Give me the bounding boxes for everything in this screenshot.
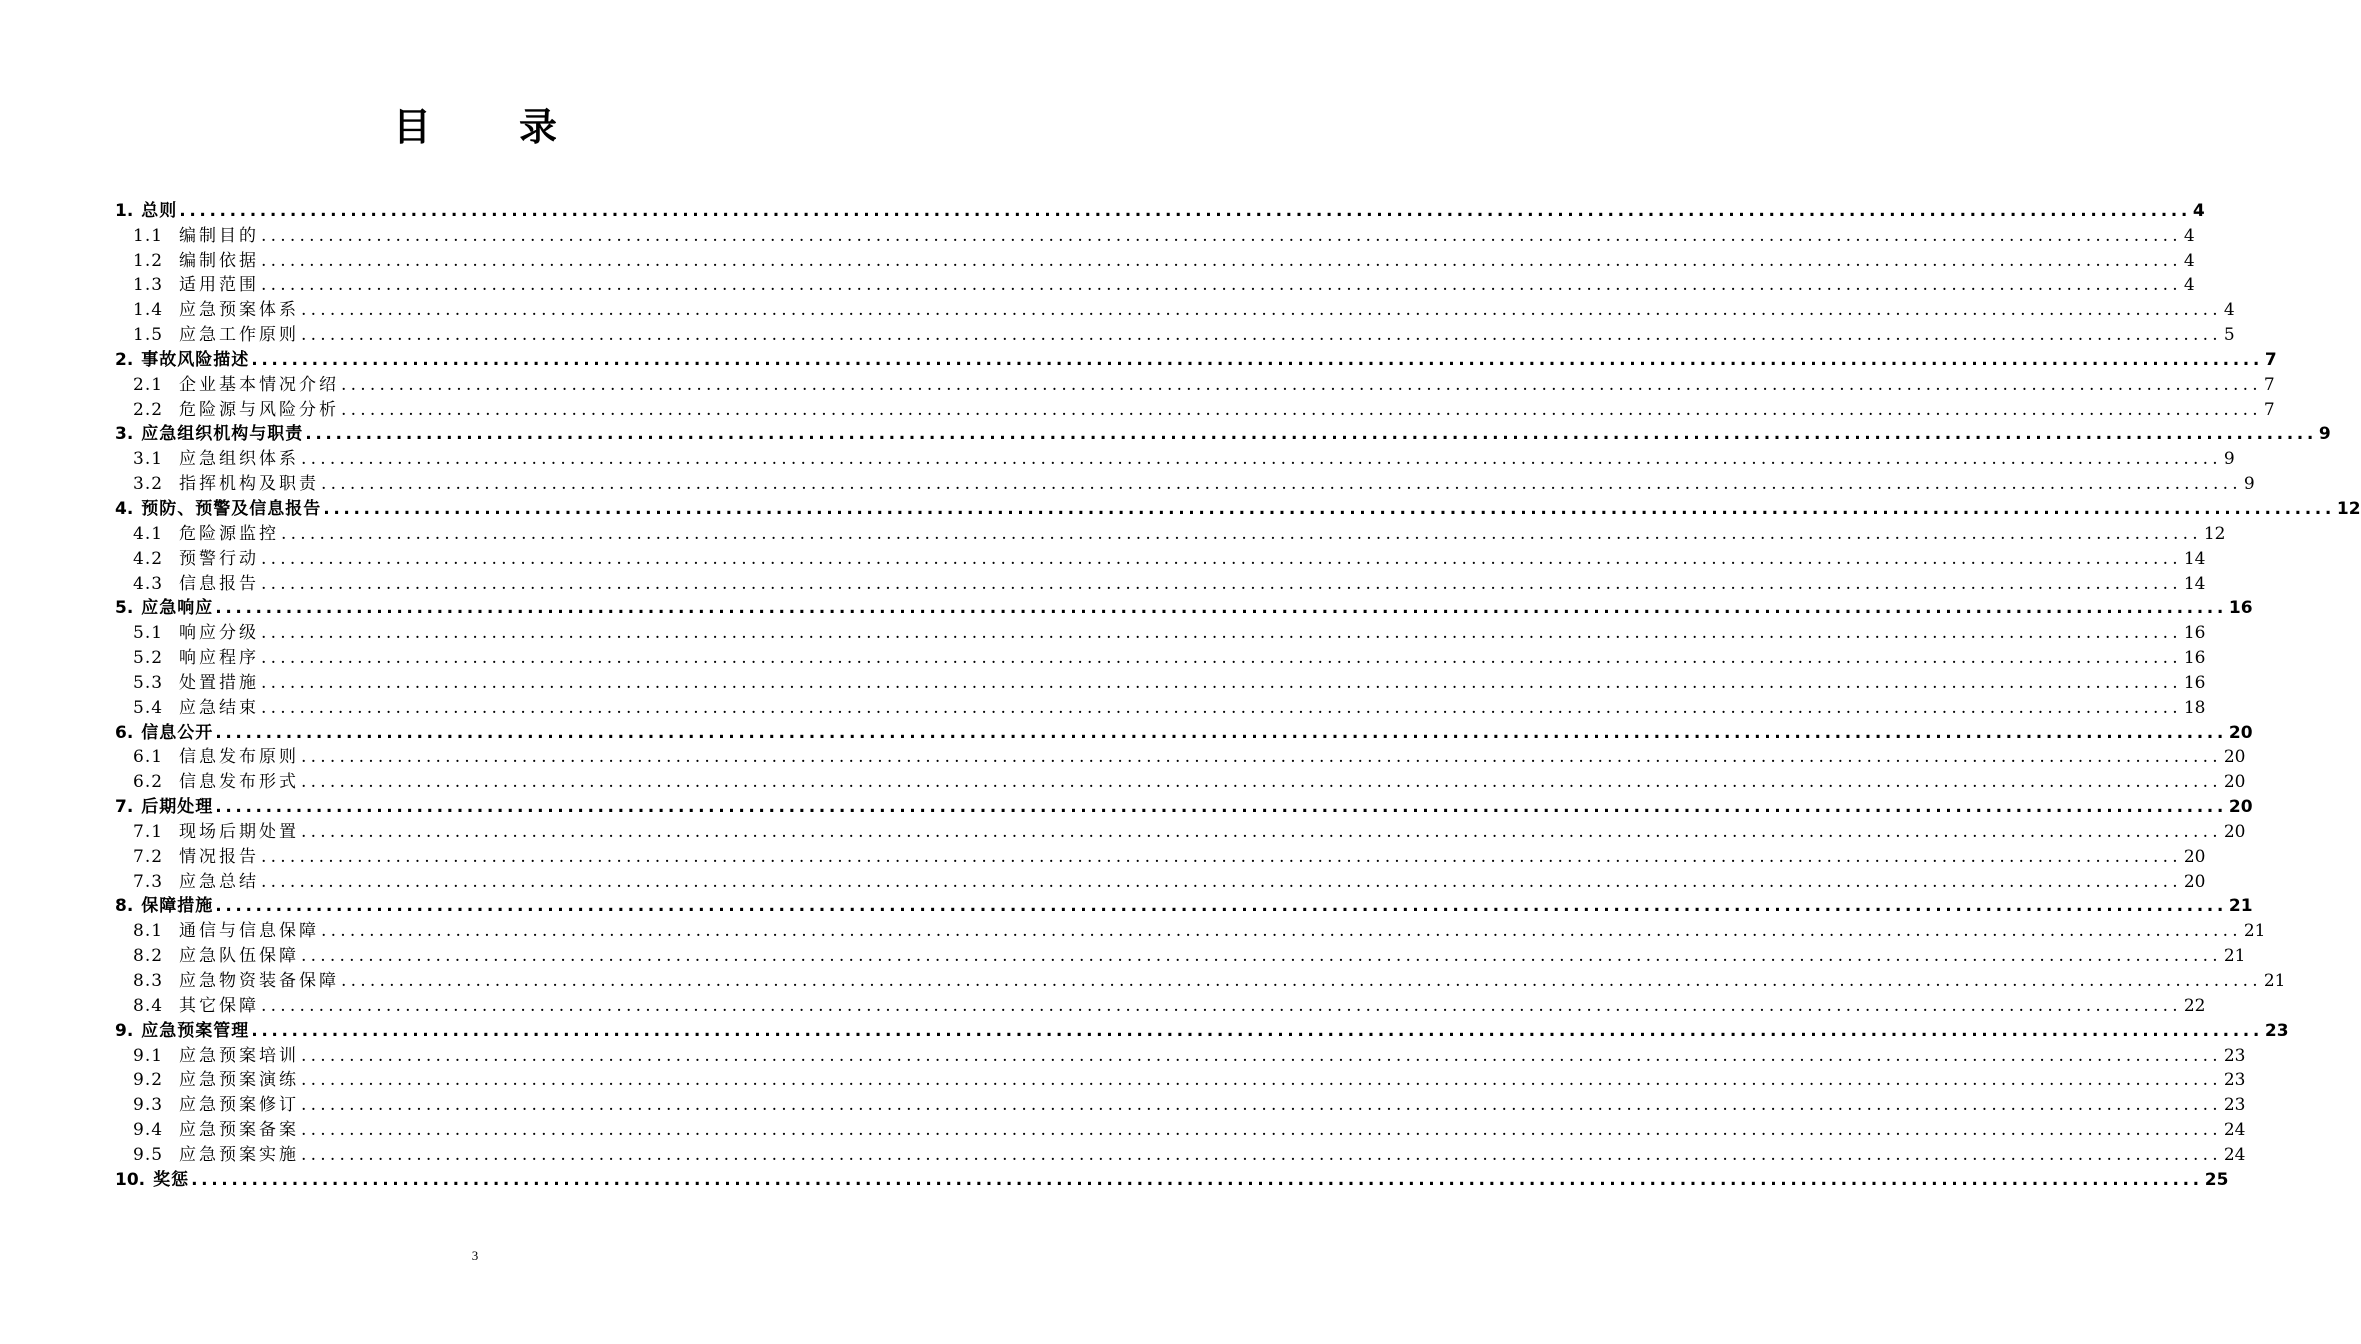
toc-entry-section[interactable] [115,295,2235,321]
toc-dot-leader: ........................................................................................................................................................................................................ [261,275,2182,296]
toc-entry-number: 4.1 [133,523,164,544]
toc-dot-leader: ........................................................................................................................................................................................................ [301,747,2222,768]
toc-dot-leader: ........................................................................................................................................................................................................ [301,449,2222,470]
toc-entry-chapter[interactable] [115,196,2205,221]
toc-dot-leader: ........................................................................................................................................................................................................ [215,896,2227,917]
toc-entry-title: 应急响应 [141,598,214,619]
toc-entry-page: 21 [2228,896,2253,917]
toc-entry-number: 7.3 [133,871,164,892]
toc-entry-chapter[interactable] [115,345,2277,370]
toc-entry-number: 9.4 [133,1120,164,1141]
toc-entry-title: 危险源监控 [179,523,280,544]
toc-entry-title: 危险源与风险分析 [179,399,340,420]
toc-entry-title: 信息发布形式 [179,772,300,793]
toc-entry-title: 响应程序 [179,648,260,669]
toc-dot-leader: ........................................................................................................................................................................................................ [251,349,2263,370]
toc-entry-number: 2.1 [133,374,164,395]
toc-entry-number: 5.4 [133,697,164,718]
toc-entry-number: 5.3 [133,672,164,693]
toc-entry-page: 21 [2243,921,2266,942]
toc-entry-title: 响应分级 [179,623,260,644]
toc-entry-section[interactable] [115,867,2206,892]
toc-dot-leader: ........................................................................................................................................................................................................ [341,971,2262,991]
toc-entry-page: 20 [2228,722,2253,743]
toc-entry-title: 奖惩 [153,1169,190,1190]
toc-entry-section[interactable] [115,271,2195,296]
toc-entry-number: 1.2 [133,250,164,271]
title-char-1: 目 [392,105,431,149]
toc-entry-page: 20 [2223,821,2246,842]
toc-entry-number: 2. [115,349,134,370]
toc-entry-page: 9 [2223,449,2235,470]
toc-dot-leader: ........................................................................................................................................................................................................ [261,672,2182,693]
toc-dot-leader: ........................................................................................................................................................................................................ [261,648,2182,669]
toc-dot-leader: ........................................................................................................................................................................................................ [301,1070,2222,1091]
toc-dot-leader: ........................................................................................................................................................................................................ [341,399,2262,420]
toc-entry-section[interactable] [115,817,2246,842]
toc-entry-page: 7 [2264,349,2277,370]
toc-dot-leader: ........................................................................................................................................................................................................ [305,424,2317,445]
toc-entry-chapter[interactable] [115,792,2253,818]
toc-entry-section[interactable] [115,991,2206,1016]
toc-dot-leader: ........................................................................................................................................................................................................ [261,623,2182,644]
toc-dot-leader: ........................................................................................................................................................................................................ [341,374,2262,395]
toc-dot-leader: ........................................................................................................................................................................................................ [301,1120,2222,1141]
toc-dot-leader: ........................................................................................................................................................................................................ [261,871,2182,892]
toc-dot-leader: ........................................................................................................................................................................................................ [261,697,2182,718]
toc-entry-title: 应急物资装备保障 [179,971,340,991]
toc-entry-page: 16 [2183,672,2206,693]
toc-dot-leader: ........................................................................................................................................................................................................ [301,772,2222,793]
toc-entry-page: 23 [2223,1045,2246,1066]
toc-entry-title: 编制依据 [179,250,260,271]
toc-entry-number: 3.1 [133,449,164,470]
toc-entry-page: 24 [2223,1144,2246,1165]
toc-entry-page: 12 [2336,498,2361,519]
toc-entry-page: 16 [2228,598,2253,619]
toc-entry-page: 5 [2223,325,2235,346]
toc-entry-title: 适用范围 [179,275,260,296]
toc-entry-title: 应急结束 [179,697,260,718]
toc-dot-leader: ........................................................................................................................................................................................................ [261,573,2182,594]
toc-entry-page: 20 [2183,846,2206,867]
toc-entry-title: 应急预案修订 [179,1095,300,1116]
toc-entry-number: 1.3 [133,275,164,296]
toc-entry-section[interactable] [115,544,2206,569]
toc-entry-number: 5. [115,598,134,619]
toc-entry-section[interactable] [115,221,2195,246]
toc-entry-page: 4 [2183,275,2195,296]
toc-entry-title: 应急预案管理 [141,1020,250,1041]
toc-entry-number: 8.1 [133,921,164,942]
toc-dot-leader: ........................................................................................................................................................................................................ [251,1020,2263,1041]
toc-entry-number: 3. [115,424,134,445]
title-char-2: 录 [518,105,557,149]
toc-entry-page: 25 [2204,1169,2229,1190]
toc-entry-title: 指挥机构及职责 [179,474,320,495]
toc-entry-number: 7. [115,797,134,818]
toc-entry-page: 12 [2203,523,2226,544]
toc-entry-section[interactable] [115,916,2266,942]
toc-entry-section[interactable] [115,469,2255,495]
toc-entry-section[interactable] [115,1090,2246,1116]
toc-entry-section[interactable] [115,320,2235,346]
toc-entry-section[interactable] [115,395,2275,420]
toc-entry-section[interactable] [115,1115,2246,1141]
toc-dot-leader: ........................................................................................................................................................................................................ [301,1144,2222,1165]
toc-entry-section[interactable] [115,1066,2246,1091]
toc-entry-title: 信息发布原则 [179,747,300,768]
toc-entry-number: 9.2 [133,1070,164,1091]
toc-entry-section[interactable] [115,668,2206,693]
toc-entry-title: 应急队伍保障 [179,946,300,967]
toc-entry-number: 1.4 [133,300,164,321]
toc-dot-leader: ........................................................................................................................................................................................................ [301,1045,2222,1066]
toc-entry-chapter[interactable] [115,1165,2229,1190]
toc-entry-title: 编制目的 [179,225,260,246]
toc-entry-number: 6.2 [133,772,164,793]
toc-dot-leader: ........................................................................................................................................................................................................ [301,1095,2222,1116]
toc-entry-number: 3.2 [133,474,164,495]
toc-entry-chapter[interactable] [115,892,2253,917]
toc-entry-title: 通信与信息保障 [179,921,320,942]
toc-entry-title: 应急预案备案 [179,1120,300,1141]
toc-dot-leader: ........................................................................................................................................................................................................ [261,548,2182,569]
toc-entry-title: 保障措施 [141,896,214,917]
toc-dot-leader: ........................................................................................................................................................................................................ [261,250,2182,271]
toc-entry-section[interactable] [115,941,2246,967]
toc-entry-section[interactable] [115,743,2246,768]
toc-entry-number: 1. [115,200,134,221]
toc-entry-page: 23 [2223,1070,2246,1091]
toc-entry-section[interactable] [115,1140,2246,1165]
toc-entry-title: 预防、预警及信息报告 [141,498,322,519]
toc-entry-title: 处置措施 [179,672,260,693]
toc-entry-page: 18 [2183,697,2206,718]
toc-entry-chapter[interactable] [115,494,2361,519]
toc-dot-leader: ........................................................................................................................................................................................................ [215,598,2227,619]
toc-dot-leader: ........................................................................................................................................................................................................ [321,474,2242,495]
toc-entry-title: 应急预案实施 [179,1144,300,1165]
toc-entry-title: 后期处理 [141,797,214,818]
toc-dot-leader: ........................................................................................................................................................................................................ [301,300,2222,321]
toc-entry-section[interactable] [115,618,2206,644]
toc-entry-number: 6. [115,722,134,743]
toc-dot-leader: ........................................................................................................................................................................................................ [301,325,2222,346]
toc-entry-section[interactable] [115,246,2195,271]
toc-entry-chapter[interactable] [115,420,2331,445]
toc-entry-number: 9. [115,1020,134,1041]
toc-entry-number: 9.3 [133,1095,164,1116]
toc-entry-title: 信息公开 [141,722,214,743]
toc-entry-number: 8.4 [133,995,164,1016]
toc-entry-page: 23 [2223,1095,2246,1116]
toc-entry-number: 7.2 [133,846,164,867]
toc-entry-page: 4 [2223,300,2235,321]
toc-entry-title: 应急预案培训 [179,1045,300,1066]
footer-page-number: 3 [471,1248,479,1263]
toc-entry-title: 应急组织机构与职责 [141,424,304,445]
toc-entry-number: 5.2 [133,648,164,669]
toc-entry-section[interactable] [115,519,2226,544]
toc-dot-leader: ........................................................................................................................................................................................................ [215,722,2227,743]
toc-entry-title: 事故风险描述 [141,349,250,370]
toc-entry-number: 9.5 [133,1144,164,1165]
toc-entry-number: 1.5 [133,325,164,346]
toc-entry-page: 4 [2192,200,2205,221]
toc-dot-leader: ........................................................................................................................................................................................................ [215,797,2227,818]
toc-entry-section[interactable] [115,444,2235,470]
toc-dot-leader: ........................................................................................................................................................................................................ [179,200,2191,221]
toc-entry-page: 20 [2183,871,2206,892]
toc-entry-section[interactable] [115,693,2206,718]
table-of-contents [115,196,2361,1190]
toc-entry-page: 7 [2263,399,2275,420]
toc-entry-page: 16 [2183,648,2206,669]
toc-entry-page: 9 [2318,424,2331,445]
toc-entry-chapter[interactable] [115,718,2253,743]
toc-entry-number: 5.1 [133,623,164,644]
toc-entry-section[interactable] [115,569,2206,594]
toc-entry-title: 应急工作原则 [179,325,300,346]
toc-dot-leader: ........................................................................................................................................................................................................ [261,995,2182,1016]
toc-entry-number: 4.3 [133,573,164,594]
toc-dot-leader: ........................................................................................................................................................................................................ [323,498,2335,519]
toc-entry-page: 14 [2183,548,2206,569]
toc-entry-page: 22 [2183,995,2206,1016]
toc-entry-number: 2.2 [133,399,164,420]
toc-entry-number: 8.2 [133,946,164,967]
toc-entry-title: 应急预案演练 [179,1070,300,1091]
toc-entry-page: 20 [2223,772,2246,793]
toc-entry-number: 4.2 [133,548,164,569]
toc-entry-number: 8. [115,896,134,917]
toc-entry-section[interactable] [115,370,2275,395]
toc-entry-title: 预警行动 [179,548,260,569]
toc-entry-page: 14 [2183,573,2206,594]
toc-entry-page: 7 [2263,374,2275,395]
toc-entry-title: 总则 [141,200,178,221]
page-title [0,96,950,151]
toc-entry-page: 9 [2243,474,2255,495]
toc-entry-title: 信息报告 [179,573,260,594]
toc-entry-number: 4. [115,498,134,519]
toc-entry-number: 7.1 [133,821,164,842]
toc-entry-page: 16 [2183,623,2206,644]
toc-entry-title: 现场后期处置 [179,821,300,842]
toc-dot-leader: ........................................................................................................................................................................................................ [281,523,2202,544]
toc-entry-chapter[interactable] [115,594,2253,619]
toc-entry-section[interactable] [115,643,2206,669]
toc-entry-page: 20 [2223,747,2246,768]
toc-entry-title: 应急总结 [179,871,260,892]
toc-dot-leader: ........................................................................................................................................................................................................ [321,921,2242,942]
toc-entry-page: 24 [2223,1120,2246,1141]
toc-entry-number: 9.1 [133,1045,164,1066]
toc-entry-page: 20 [2228,797,2253,818]
toc-entry-title: 应急预案体系 [179,300,300,321]
toc-entry-number: 8.3 [133,971,164,991]
toc-entry-number: 10. [115,1169,146,1190]
toc-entry-number: 1.1 [133,225,164,246]
toc-entry-title: 企业基本情况介绍 [179,374,340,395]
toc-entry-number: 6.1 [133,747,164,768]
toc-entry-section[interactable] [115,767,2246,793]
toc-entry-section[interactable] [115,1041,2246,1066]
toc-dot-leader: ........................................................................................................................................................................................................ [191,1169,2203,1190]
toc-dot-leader: ........................................................................................................................................................................................................ [301,821,2222,842]
toc-dot-leader: ........................................................................................................................................................................................................ [301,946,2222,967]
toc-entry-title: 应急组织体系 [179,449,300,470]
toc-entry-section[interactable] [115,842,2206,867]
toc-entry-page: 4 [2183,225,2195,246]
toc-entry-page: 23 [2264,1020,2289,1041]
toc-dot-leader: ........................................................................................................................................................................................................ [261,846,2182,867]
toc-entry-chapter[interactable] [115,1016,2289,1041]
toc-entry-title: 情况报告 [179,846,260,867]
toc-entry-title: 其它保障 [179,995,260,1016]
toc-entry-page: 4 [2183,250,2195,271]
toc-entry-page: 21 [2223,946,2246,967]
toc-entry-section[interactable] [115,966,2286,991]
toc-entry-page: 21 [2263,971,2286,991]
toc-dot-leader: ........................................................................................................................................................................................................ [261,225,2182,246]
